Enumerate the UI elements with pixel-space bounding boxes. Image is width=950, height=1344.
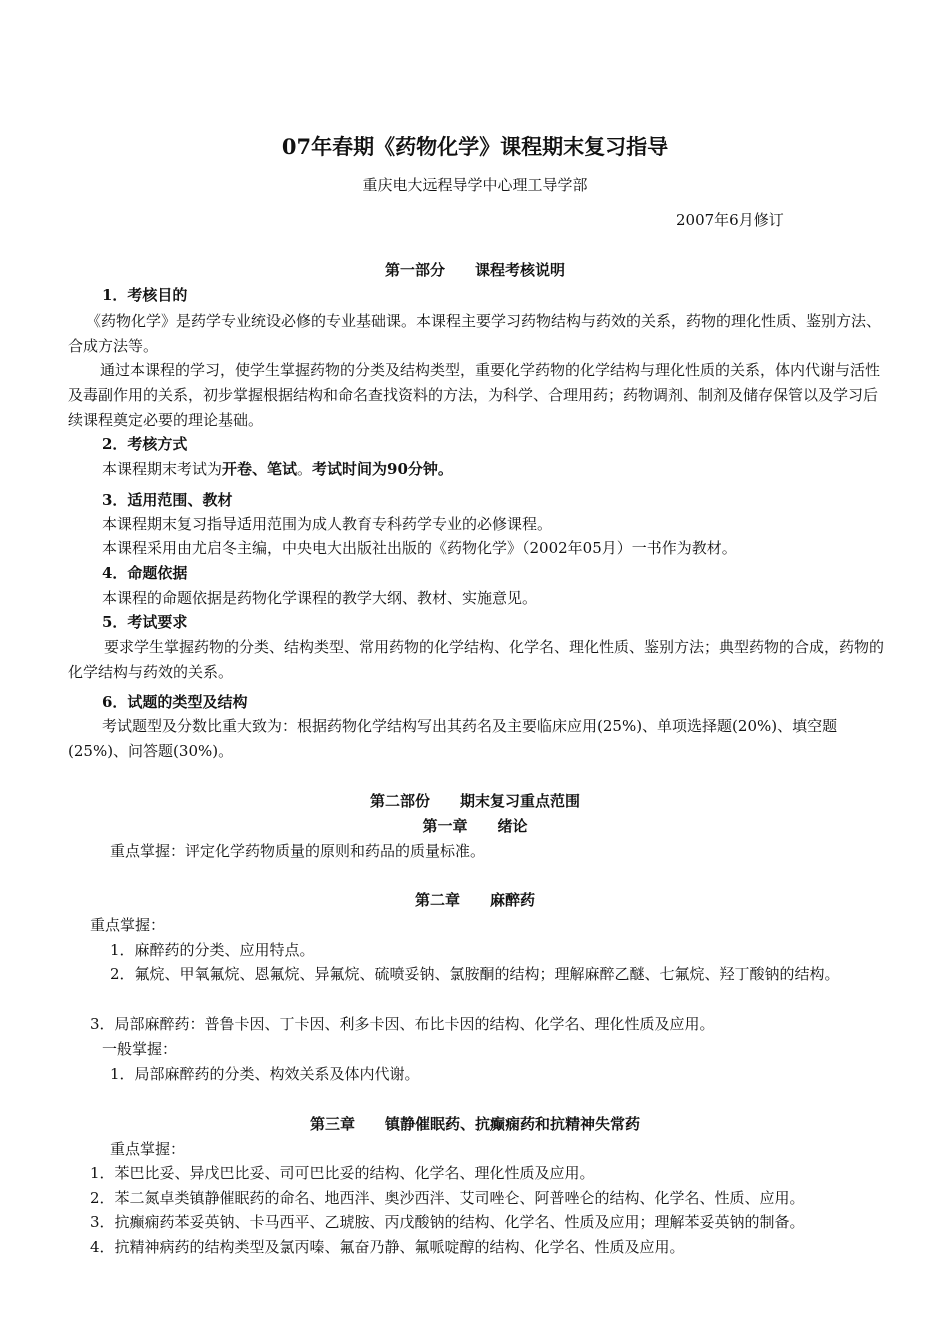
section-5-heading: 5．考试要求 (102, 613, 188, 631)
section-1-para-2: 通过本课程的学习，使学生掌握药物的分类及结构类型，重要化学药物的化学结构与理化性质的关系，体内代谢与活性及毒副作用的关系，初步掌握根据结构和命名查找资料的方法，为科学、合理用药；药物调剂、制剂及储存保管以及学习后续课程奠定必要的理论基础。 (68, 361, 881, 429)
section-2-para (102, 457, 453, 482)
chapter-2-item-3: 3．局部麻醉药：普鲁卡因、丁卡因、利多卡因、布比卡因的结构、化学名、理化性质及应用。 (90, 1015, 715, 1033)
section-6-heading: 6．试题的类型及结构 (102, 693, 248, 711)
part1-heading: 第一部分 课程考核说明 (384, 261, 565, 279)
section-6-para: 考试题型及分数比重大致为：根据药物化学结构写出其药名及主要临床应用(25%)、单项选择题(20%)、填空题(25%)、问答题(30%)。 (68, 717, 838, 760)
chapter-1-key-points: 重点掌握：评定化学药物质量的原则和药品的质量标准。 (110, 842, 486, 860)
chapter-2-heading: 第二章 麻醉药 (414, 891, 535, 909)
section-3-para-2: 本课程采用由尤启冬主编，中央电大出版社出版的《药物化学》（2002年05月）一书作为教材。 (102, 539, 737, 557)
section-3-heading: 3．适用范围、教材 (102, 491, 233, 509)
revision-date: 2007年6月修订 (676, 211, 784, 229)
section-1-heading: 1．考核目的 (102, 286, 188, 304)
section-4-heading: 4．命题依据 (102, 564, 188, 582)
chapter-2-item-2: 2．氟烷、甲氧氟烷、恩氟烷、异氟烷、硫喷妥钠、氯胺酮的结构；理解麻醉乙醚、七氟烷、羟丁酸钠的结构。 (110, 965, 840, 983)
section-5-para: 要求学生掌握药物的分类、结构类型、常用药物的化学结构、化学名、理化性质、鉴别方法；典型药物的合成，药物的化学结构与药效的关系。 (68, 638, 885, 681)
chapter-3-item-1: 1．苯巴比妥、异戊巴比妥、司可巴比妥的结构、化学名、理化性质及应用。 (90, 1164, 595, 1182)
chapter-2-general-label: 一般掌握： (102, 1040, 178, 1058)
section-2-text-b: 开卷、笔试 (222, 460, 298, 478)
section-1-para-1: 《药物化学》是药学专业统设必修的专业基础课。本课程主要学习药物结构与药效的关系，药物的理化性质、鉴别方法、合成方法等。 (68, 312, 882, 355)
chapter-3-item-4: 4．抗精神病药的结构类型及氯丙嗪、氟奋乃静、氟哌啶醇的结构、化学名、性质及应用。 (90, 1238, 685, 1256)
chapter-3-item-3: 3．抗癫痫药苯妥英钠、卡马西平、乙琥胺、丙戊酸钠的结构、化学名、性质及应用；理解苯妥英钠的制备。 (90, 1213, 805, 1231)
chapter-2-item-1: 1．麻醉药的分类、应用特点。 (110, 941, 315, 959)
author-org: 重庆电大远程导学中心理工导学部 (362, 176, 588, 194)
part2-heading: 第二部份 期末复习重点范围 (369, 792, 580, 810)
chapter-2-key-label: 重点掌握： (90, 916, 166, 934)
chapter-1-heading: 第一章 绪论 (422, 817, 528, 835)
section-4-para: 本课程的命题依据是药物化学课程的教学大纲、教材、实施意见。 (102, 589, 538, 607)
section-2-text-a: 本课程期末考试为 (102, 460, 223, 478)
chapter-3-heading: 第三章 镇静催眠药、抗癫痫药和抗精神失常药 (309, 1115, 640, 1133)
section-2-text-c: 。 (297, 460, 313, 478)
section-3-para-1: 本课程期末复习指导适用范围为成人教育专科药学专业的必修课程。 (102, 515, 553, 533)
page-title: 07年春期《药物化学》课程期末复习指导 (281, 134, 669, 159)
chapter-3-item-2: 2．苯二氮卓类镇静催眠药的命名、地西泮、奥沙西泮、艾司唑仑、阿普唑仑的结构、化学名、性质、应用。 (90, 1189, 805, 1207)
section-2-heading: 2．考核方式 (102, 435, 188, 453)
chapter-3-key-label: 重点掌握： (110, 1140, 186, 1158)
section-2-text-d: 考试时间为90分钟。 (312, 460, 453, 478)
chapter-2-general-item-1: 1．局部麻醉药的分类、构效关系及体内代谢。 (110, 1065, 420, 1083)
